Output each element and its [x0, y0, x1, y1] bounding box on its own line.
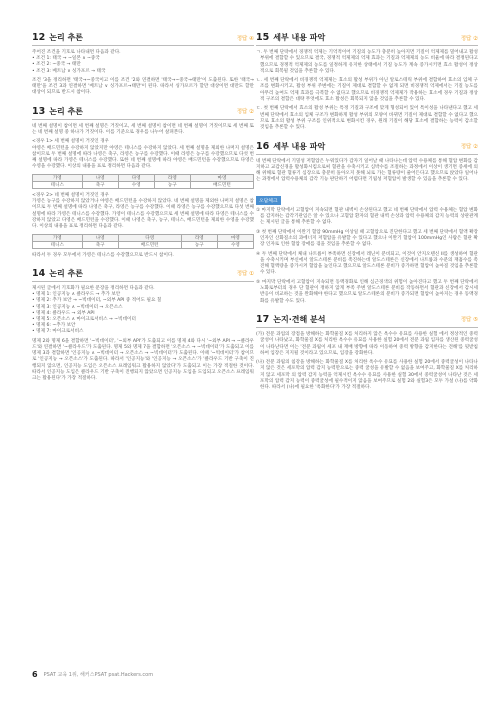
explanation-item: ㄴ. 세 번째 단락에서 비경쟁적 억제제는 효소의 활성 부위가 아닌 알로스테릭 부위에 결합하여 효소의 입체 구조를 변화시키고, 활성 부위 주변에는 기질이 제대로 결합할 수 없게 되면 비경쟁적 억제에서는 기질 농도를 아무리 높여도 억제 효과를 극복할 수 없다고 했으므로 비경쟁적 억제제가 작용하는 효소에 경우 기질과 정상적 구조의 결합은 대략 무엇에도 효소 활성은 회복되지 않을 것임을 추론할 수 있다. [256, 78, 478, 103]
table-cell: 수영 [217, 241, 253, 248]
table-header-row [33, 174, 254, 181]
question-header [32, 106, 254, 120]
question-number: 15 [256, 32, 270, 43]
case-title: <경우 2> 네 번째 설명이 거짓인 경우 [32, 192, 110, 198]
table-header-cell: 다영 [118, 174, 154, 181]
explanation-paragraph: 가영은 농구를 수강하지 않았거나 야영은 배드민턴을 수강하지 않았다. 네 번째 설명을 제외한 나머지 설명은 참이므로 두 번째 설명에 따라 나영은 축구, 라영은 농구를 수강했다. 이때 라영은 농구를 수강했으므로 다섯 번째 설명에 따라 가영은 테니스를 수강했다. 가영이 테니스를 수강했으므로 세 번째 설명에 따라 다영은 테니스를 수강하지 않았고 다영은 배드민턴을 수강했다. 이때 나영은 축구, 농구, 테니스, 배드민턴을 제외한 수영을 수강했다. 이상의 내용을 표로 정리하면 다음과 같다. [32, 199, 254, 230]
answer-label: 정답 ② [460, 144, 478, 151]
text-line: • 명제 3: 인공지능 ∧ ~빅데이터 → 오픈소스 [32, 304, 123, 310]
text-line: • 조건 3: 베트남 ∨ 싱가포르 → 태국 [32, 68, 106, 74]
conclusion-text: 따라서 두 경우 모두에서 가영은 테니스를 수강했으므로 반드시 참이다. [32, 252, 174, 258]
table-header-cell: 마영 [190, 174, 253, 181]
explanation-item: ⑤ 마지막 단락에서 고혈압이 지속되면 동맥경화로 인해 심근경색의 위험이 높아진다고 했고 두 번째 단락에서 노화로부터의 경우 단 혈관이 정하지 않게 부족 주변 알도스테론 분비를 작동하면서 혈관과 신장에서 감시세 반응이 비교하는 것을 완화해야 한다고 했으므로 알도스테론의 분비가 증가되면 혈압이 높아지는 경우 동맥경화를 유발할 수도 있다. [256, 279, 478, 304]
question-title: 세부 내용 파악 [273, 33, 326, 42]
question-header [32, 32, 254, 46]
text-line: • 명제 7: 마이크로서비스 [32, 329, 84, 335]
question-12 [32, 32, 254, 97]
question-header [256, 314, 478, 328]
answer-label: 정답 ② [236, 109, 254, 116]
table-header-cell: 나영 [82, 174, 118, 181]
table-cell: 축구 [82, 181, 118, 188]
table-row [33, 181, 254, 188]
question-header [256, 32, 478, 46]
table-cell: 배드민턴 [118, 241, 181, 248]
page-footer [32, 670, 153, 679]
question-header [256, 141, 478, 155]
answer-label: 정답 ② [460, 35, 478, 42]
question-title: 논지·견해 분석 [273, 314, 326, 324]
result-table [32, 174, 254, 189]
table-cell: 농구 [154, 181, 190, 188]
question-16 [256, 141, 478, 305]
table-cell: 배드민턴 [190, 181, 253, 188]
footer-text: PSAT 교육 1위, 해커스PSAT psat.Hackers.com [43, 672, 154, 678]
wrong-answer-check-label: 오답체크 [256, 196, 281, 205]
explanation-paragraph: 네 번째 설명이 참이면 세 번째 설명은 거짓이고, 세 번째 설명이 참이면 네 번째 설명이 거짓이므로 세 번째 또는 네 번째 설명 중 하나가 거짓이다. 이를 기준으로 경우를 나누어 살펴본다. [32, 123, 254, 135]
explanation-paragraph: 조건 '3을 정리하면 '태국→~중국이고 이를 조건 '2와 연결하면 '태국→~중국→태만'이 도출된다. 또한 '태국→태만'을 조건 3과 연결하면 '베트남 ∨ 싱가포르→태만'이 된다. 따라서 싱가포르가 할만 대상이면 대만도 할만 대상이 되므로 반드시 참이다. [32, 77, 254, 96]
result-table [32, 234, 254, 249]
text-line: • 명제 1: 인공지능 ∧ 클라우드 → 추가 보안 [32, 292, 121, 298]
answer-label: 정답 ① [236, 271, 254, 278]
question-title: 논리 추론 [49, 33, 83, 42]
explanation-item: ㄷ. 첫 번째 단락에서 효소의 활성 부위는 특정 기질과 구조에 맞게 형성되어 있어 특이성을 나타낸다고 했고 세 번째 단락에서 효소의 입체 구조가 변화하게 활성 부위의 모양이 바뀌면 기질이 제대로 결합할 수 없다고 했으므로 효소의 활성 부위 구조를 인위적으로 변화시킨 경우, 원래 기질이 해당 효소에 결합하는 능력이 감소할 것임을 추론할 수 있다. [256, 106, 478, 131]
question-number: 16 [256, 140, 270, 152]
question-number: 13 [32, 105, 46, 117]
table-header-row [33, 234, 254, 241]
intro-text: 제시된 글에서 기호화가 필요한 문장을 정리하면 다음과 같다. [32, 285, 155, 291]
text-line: • 조건 2: ~중국 → 태만 [32, 62, 81, 68]
text-line: • 조건 1: 태국 → ~일본 ∧ ~중국 [32, 56, 100, 62]
explanation-item: (나) 전분 과립의 침강을 방해하는 화학물질 X를 처리한 옥수수 유묘를 사용한 실험 20에서 중력굴성이 나타나지 않은 것은 세포막의 압력 감지 능력만으로는 중력 굴성을 유발할 수 없음을 보여주고, 화학물질 X를 처리하지 않고 세포막 의 압력 감지 능력을 억제시킨 옥수수 유묘를 사용한 실험 30에서 중력굴성이 나타난 것은 세포막의 압력 감지 능력이 중력굴성에 필수적이지 않음을 보여주므로 실험 2와 실험3은 모두 가설 (나)를 약화한다. 따라서 (나)에 필요한 '옥화한다'가 가장 적절하다. [256, 360, 478, 391]
question-number: 17 [256, 313, 270, 325]
text-line: • 명제 6: ~추가 보안 [32, 323, 76, 329]
explanation-item: ④ 두 번째 단락에서 체내 나트륨이 부족하면 신장에서 레닌이 분비되고, 이것이 안지오텐신 II를 생성하여 혈관을 수축시키며 부신에서 알도스테론 분비를 촉진하는데 알도스테론은 신장에서 나트륨과 수분의 재흡수를 촉진해 혈액량을 증가시켜 혈압을 높인다고 했으므로 알도스테론 분비가 증가하면 혈압이 높아질 것임을 추론할 수 있다. [256, 251, 478, 276]
question-title: 논리 추론 [49, 268, 83, 278]
explanation-item: ㄱ. 두 번째 단락에서 경쟁적 억제는 기억적이어 기질의 농도가 충분히 높아지면 기질이 억제제를 밀어내고 활성 부위에 결합할 수 있으므로 결국, 경쟁적 억제제의 억제 효과는 기질과 억제제의 농도 비율에 따라 결정된다고 했으므로 경쟁적 억제제의 농도를 일정하게 유지한 상태에서 기질 농도가 계속 증가시키면 효소 활성이 정상적으로 회복될 것임을 추론할 수 있다. [256, 50, 478, 74]
answer-label: 정답 ④ [236, 35, 254, 42]
table-cell: 수영 [118, 181, 154, 188]
question-number: 14 [32, 267, 46, 279]
table-cell: 축구 [82, 241, 118, 248]
question-14 [32, 268, 254, 383]
question-title: 세부 내용 파악 [273, 141, 326, 151]
table-cell: 테니스 [33, 241, 83, 248]
right-column [256, 32, 478, 401]
question-number: 12 [32, 32, 46, 43]
explanation-paragraph: 네 번째 단락에서 기밀성 저혈압은 누워있다가 갑자기 일어날 때 나타나는데 압력 수용체를 통해 혈압 변화를 감지하고 교감신경을 활성화시킴으로써 혈관을 수축시키고 심박수를 조절하는 과정에서 이상이 생기면 증세에 의해 위해로 혈관 혈류기 심장으로 충분히 돌아오지 못해 뇌로 가는 혈류량이 줄어든다고 했으므로 앉았다 일어나는 과정에서 압력수용체의 감각 기능 판단하기 어렵다면 기립성 저혈압이 발생할 수 있음을 추론할 수 있다. [256, 158, 478, 183]
page-number: 6 [32, 670, 38, 679]
text-line: 주어진 조건을 기호로 나타내면 다음과 같다. [32, 50, 121, 55]
explanation-item: (가) 전문 과업의 장점을 방해하는 화학물질 X를 처리하지 않은 옥수수 유묘를 사용한 실험 에서 정상적인 중력굴성이 나타났고, 화학물질 X를 처리한 옥수수 유묘를 사용한 실험 20에서 전분 과립 입자를 생산된 중력굴성이 나타난다면 이는 '전분 과립이 세포 내 재배 방향에 따라 이동하여 중력 방향을 감지한다는 견해'를 뒷받침하여 입장은 지지될 것이라고 있으므로, 입장을 강화한다. [256, 331, 478, 356]
table-header-cell: 가영 [33, 174, 83, 181]
left-column [32, 32, 254, 392]
question-15 [256, 32, 478, 132]
question-title: 논리 추론 [49, 106, 83, 116]
table-header-cell: 나영 [82, 234, 118, 241]
proposition-list [32, 292, 254, 335]
table-cell: 테니스 [33, 181, 83, 188]
case-title: <경우 1> 세 번째 설명이 거짓인 경우 [32, 139, 110, 145]
table-row [33, 241, 254, 248]
table-header-cell: 다영 [118, 234, 181, 241]
table-header-cell: 마영 [217, 234, 253, 241]
table-header-cell: 라영 [181, 234, 217, 241]
table-header-cell: 가영 [33, 234, 83, 241]
text-line: • 명제 2: 추가 보안 → ~빅데이터, ~외부 API 중 적어도 필요 칠 [32, 298, 162, 304]
explanation-paragraph: 명제 2와 명제 6을 결합하면 '~빅데이터', '~외부 API'가 도출되고 이를 명제 4와 다시 '~외부 API → ~클라우드'와 연결하면 '~클라우드'가 도출된다. 명제 5와 명제 7을 결합하면 '오픈소스 → ~빅데이터'가 도출되고 이를 명제 3과 결합하면 '인공지능 ∧ ~빅데이터 → 오픈소스 → ~빅데이터'가 도출된다. 이때 '~빅데이터'가 참이므로 '인공지능 → 오픈소스'가 도출된다. 따라서 '인공지능'와 '인공지능 → 오픈소스'가 '클라우드 기반 구축이 진행되지 않으면, 인공지능 도입은 오픈소스 프레임워크 활용하지 않았다'가 도출되고 이는 가장 적절한 것이다. 따라서 인공지능 도입은 클라우드 기반 구축이 진행되지 않았으면 인공지능 도입을 도입되고 오픈소스 프레임워크는 활용된다'가 가장 적절하다. [32, 338, 254, 382]
question-17 [256, 314, 478, 392]
table-cell: 농구 [181, 241, 217, 248]
text-line: • 명제 4: 클라우드 → 외부 API [32, 310, 95, 316]
question-13 [32, 106, 254, 259]
answer-label: 정답 ⑤ [460, 317, 478, 324]
explanation-item: ③ 첫 번째 단락에서 이완기 혈압 90mmHg 이상일 때 고혈압으로 진단한다고 했고 세 번째 단락에서 혈액 확장 인자인 산화질소의 과에너지 저혈압을 유발할 수 있다고 했으나 이완기 혈압이 100mmHg인 사람은 혈관 확장 인자로 인한 혈압 장애를 겪을 것임을 추론할 수 없다. [256, 229, 478, 248]
condition-list [32, 50, 254, 75]
explanation-item: ① 마지막 단락에서 고혈압이 지속되면 혈관 내벽이 손상된다고 했고 네 번째 단락에서 압력 수용체는 혈압 변화를 감지하는 감각기관임은 알 수 있으나 고혈압 환자의 혈관 내벽 손상과 압력 수용체의 감지 능력의 상관관계는 제시된 글을 통해 추론할 수 없다. [256, 207, 478, 226]
question-header [32, 268, 254, 282]
text-line: • 명제 5: 오픈소스 ∧ 마이크로서비스 → ~빅데이터 [32, 316, 136, 322]
explanation-paragraph: 야영은 배드민턴을 수강하지 않았지만 야영은 테니스를 수강하지 않았다. 세 번째 설명을 제외한 나머지 설명은 참이므로 두 번째 설명에 따라 나영은 축구, 라영은 농구를 수강했다. 이때 라영은 농구를 수강했으므로 다섯 번째 설명에 따라 가영은 테니스를 수강했다. 또한 네 번째 설명에 따라 야영은 배드민턴을 수강했으므로 다영은 수영을 수강했다. 이상의 내용을 표로 정리하면 다음과 같다. [32, 145, 254, 170]
table-header-cell: 라영 [154, 174, 190, 181]
